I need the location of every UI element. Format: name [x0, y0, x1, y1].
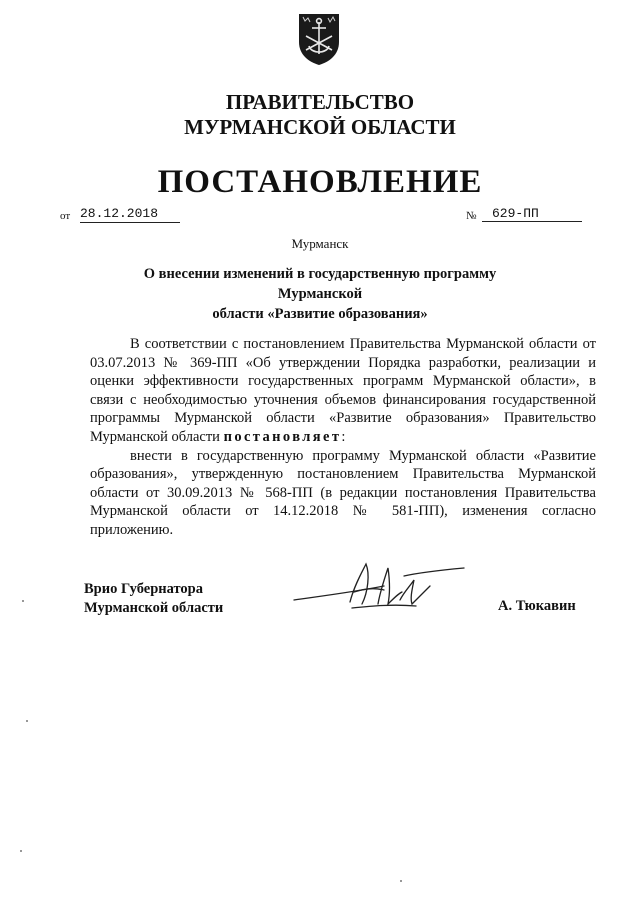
- scan-speck: [20, 850, 22, 852]
- handwritten-signature: [292, 558, 468, 618]
- date-value: 28.12.2018: [80, 206, 180, 223]
- signer-title: [84, 580, 223, 618]
- decree-word: постановляет: [223, 428, 342, 445]
- signer-title-line-1: Врио Губернатора: [84, 581, 203, 597]
- date-field: [60, 206, 180, 226]
- coat-of-arms-icon: [296, 12, 342, 66]
- scan-speck: [26, 720, 28, 722]
- subject-line-1: О внесении изменений в государственную программу Мурманской: [143, 266, 497, 302]
- number-prefix: №: [466, 210, 477, 222]
- signer-name: А. Тюкавин: [498, 598, 576, 614]
- intro-paragraph: [90, 335, 596, 447]
- intro-text: В соответствии с постановлением Правительства Мурманской области от 03.07.2013 № 369-ПП «Об утверждении Порядка разработки, реализации и оценки эффективности государственных программ Мурманской области», в связи с необходимостью уточнения объемов финансирования государственной программы Мурманской области «Развитие образования» Правительство Мурманской области: [90, 336, 596, 445]
- number-field: [466, 206, 584, 226]
- document-subject: [100, 264, 540, 324]
- document-body: [90, 335, 596, 540]
- decree-colon: :: [341, 428, 346, 445]
- subject-line-2: области «Развитие образования»: [212, 306, 428, 322]
- number-value: 629-ПП: [482, 206, 582, 222]
- scan-speck: [22, 600, 24, 602]
- resolution-paragraph: внести в государственную программу Мурманской области «Развитие образования», утвержденную постановлением Правительства Мурманской области от 30.09.2013 № 568-ПП (в редакции постановления Правительства Мурманской области от 14.12.2018 № 581-ПП), изменения согласно приложению.: [90, 447, 596, 538]
- scan-speck: [400, 880, 402, 882]
- organization-line-1: ПРАВИТЕЛЬСТВО: [225, 90, 415, 114]
- city: Мурманск: [291, 236, 349, 251]
- signer-title-line-2: Мурманской области: [84, 600, 224, 616]
- document-type: ПОСТАНОВЛЕНИЕ: [157, 164, 483, 200]
- organization-line-2: МУРМАНСКОЙ ОБЛАСТИ: [184, 115, 456, 139]
- date-prefix: от: [60, 210, 71, 222]
- organization-name: [0, 90, 640, 140]
